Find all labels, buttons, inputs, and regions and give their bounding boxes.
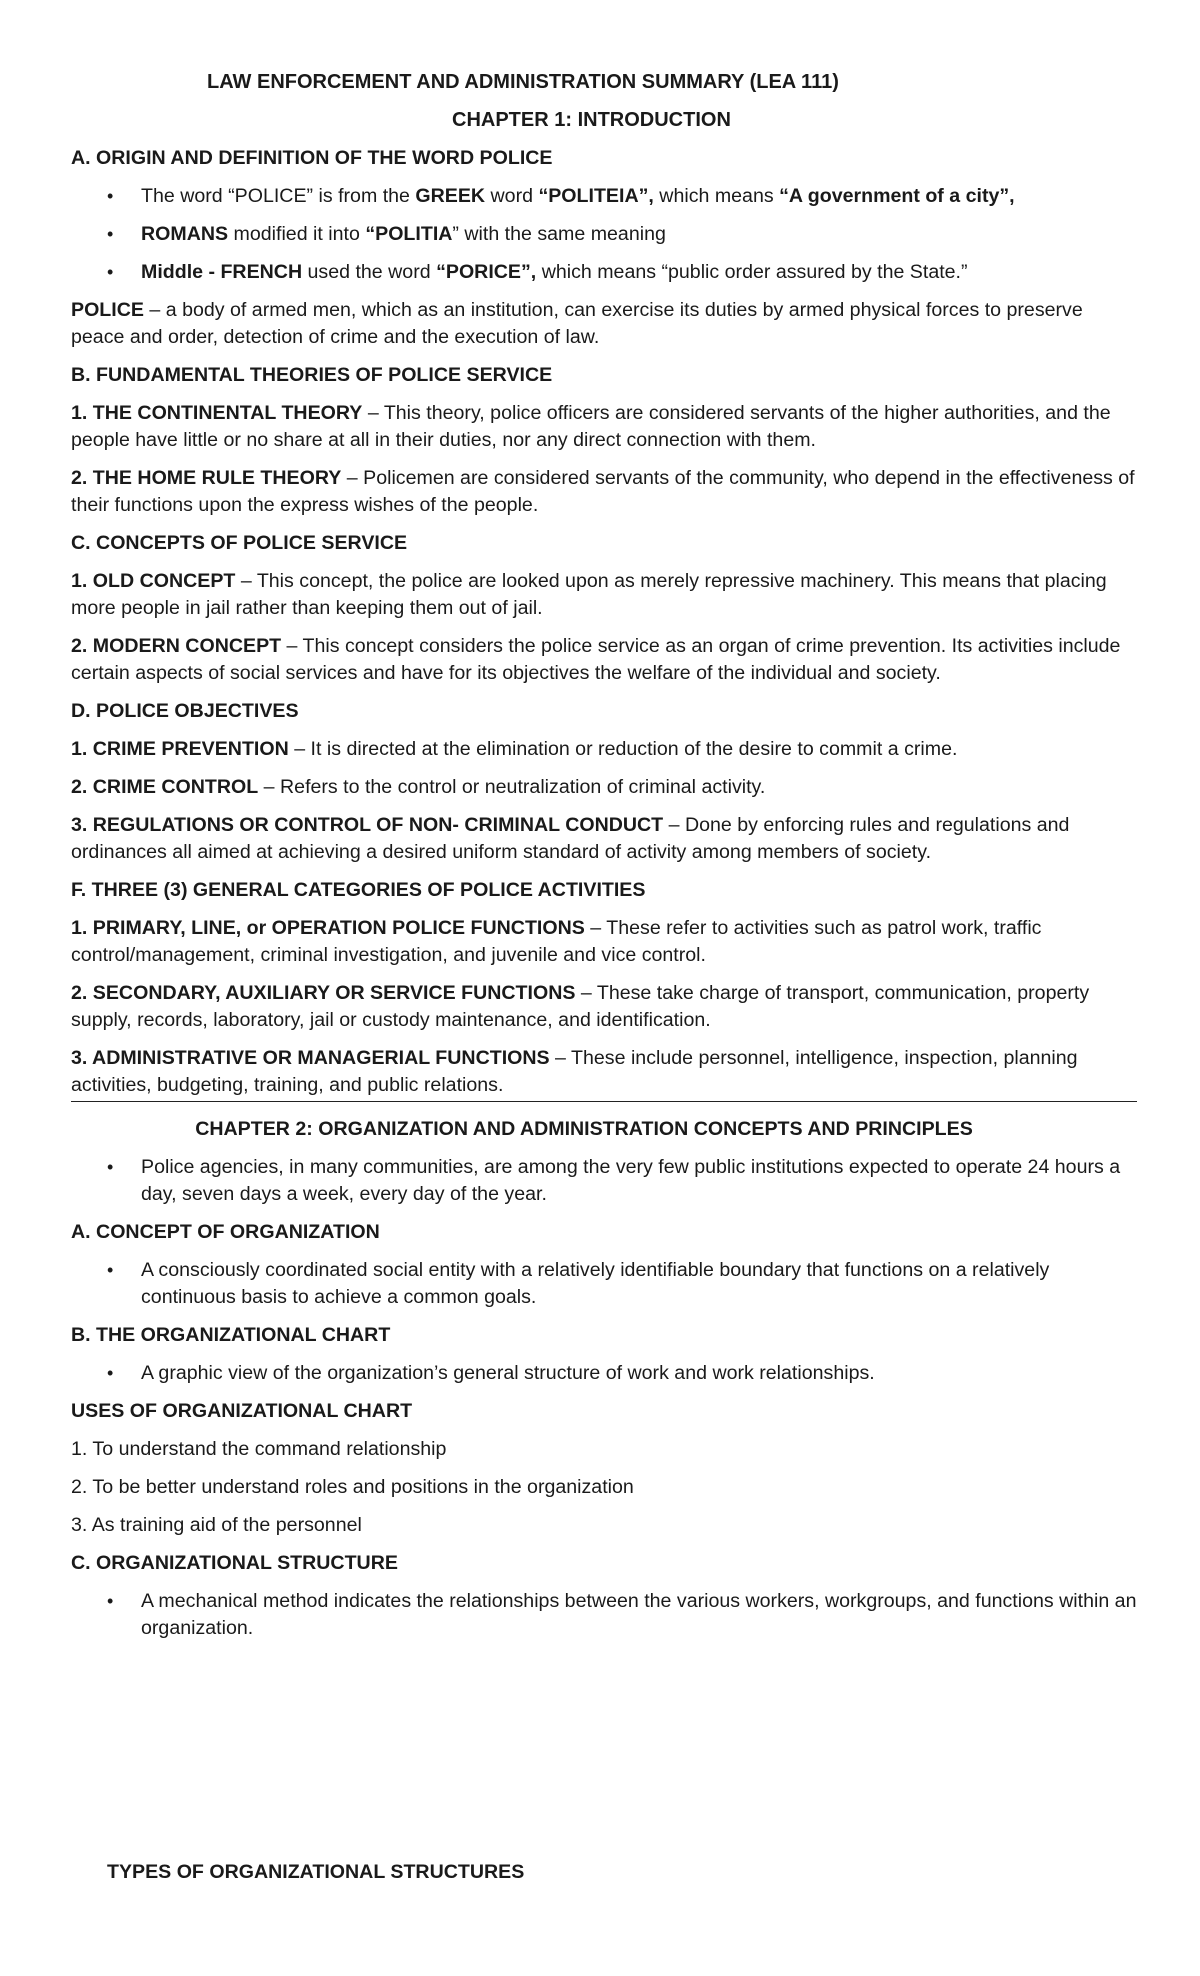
bold-text: “POLITEIA”, bbox=[538, 185, 654, 207]
bold-text: 1. PRIMARY, LINE, or OPERATION POLICE FUNCTIONS bbox=[71, 917, 585, 939]
section-b-heading: B. FUNDAMENTAL THEORIES OF POLICE SERVICE bbox=[71, 364, 553, 386]
uses-item: 3. As training aid of the personnel bbox=[71, 1514, 362, 1536]
text: which means bbox=[653, 185, 780, 207]
bold-text: POLICE bbox=[71, 299, 144, 321]
bold-text: 2. CRIME CONTROL bbox=[71, 776, 259, 798]
text: – a body of armed men, which as an institution, can exercise its duties by armed physical forces to preserve peace and order, detection of crime and the execution of law. bbox=[71, 299, 1083, 348]
list-item: • A consciously coordinated social entity with a relatively identifiable boundary that functions on a relatively continuous basis to achieve a common goals. bbox=[71, 1257, 1137, 1311]
text: – Done by enforcing rules and regulations and ordinances all aimed at achieving a desired uniform standard of activity among members of society. bbox=[71, 814, 1070, 863]
list-item bbox=[71, 221, 1137, 248]
document-body bbox=[71, 145, 1137, 1653]
bold-text: ROMANS bbox=[141, 223, 229, 245]
uses-heading: USES OF ORGANIZATIONAL CHART bbox=[71, 1400, 413, 1422]
list-item: • A graphic view of the organization’s general structure of work and work relationships. bbox=[71, 1360, 1137, 1387]
bold-text: “A government of a city”, bbox=[779, 185, 1015, 207]
section-f-heading: F. THREE (3) GENERAL CATEGORIES OF POLICE ACTIVITIES bbox=[71, 879, 646, 901]
concept-item bbox=[71, 568, 1137, 622]
bold-text: 2. SECONDARY, AUXILIARY OR SERVICE FUNCTIONS bbox=[71, 982, 576, 1004]
text: used the word bbox=[302, 261, 437, 283]
text: – It is directed at the elimination or reduction of the desire to commit a crime. bbox=[288, 738, 958, 760]
text: – Refers to the control or neutralization of criminal activity. bbox=[258, 776, 766, 798]
theory-item bbox=[71, 465, 1137, 519]
list-item bbox=[71, 183, 1137, 210]
bold-text: 1. THE CONTINENTAL THEORY bbox=[71, 402, 363, 424]
text: – These refer to activities such as patrol work, traffic control/management, criminal investigation, and juvenile and vice control. bbox=[71, 917, 1042, 966]
list-item: • A mechanical method indicates the relationships between the various workers, workgroups, and functions within an organization. bbox=[71, 1588, 1137, 1642]
concept-of-organization-heading: A. CONCEPT OF ORGANIZATION bbox=[71, 1221, 380, 1243]
text: – These take charge of transport, communication, property supply, records, laboratory, jail or custody maintenance, and identification. bbox=[71, 982, 1090, 1031]
activity-item bbox=[71, 915, 1137, 969]
list-item bbox=[71, 259, 1137, 286]
chapter-2-heading: CHAPTER 2: ORGANIZATION AND ADMINISTRATION CONCEPTS AND PRINCIPLES bbox=[195, 1118, 973, 1140]
organization-bullets bbox=[71, 1257, 1137, 1311]
bold-text: 1. OLD CONCEPT bbox=[71, 570, 236, 592]
types-heading: TYPES OF ORGANIZATIONAL STRUCTURES bbox=[107, 1861, 525, 1883]
bold-text: “PORICE”, bbox=[436, 261, 537, 283]
bold-text: 3. REGULATIONS OR CONTROL OF NON- CRIMINAL CONDUCT bbox=[71, 814, 664, 836]
bold-text: 2. MODERN CONCEPT bbox=[71, 635, 282, 657]
text: – This concept, the police are looked upon as merely repressive machinery. This means that placing more people in jail rather than keeping them out of jail. bbox=[71, 570, 1107, 619]
chapter-1-heading: CHAPTER 1: INTRODUCTION bbox=[452, 109, 731, 131]
bold-text: Middle - FRENCH bbox=[141, 261, 303, 283]
objective-item bbox=[71, 774, 1137, 801]
bold-text: “POLITIA bbox=[365, 223, 453, 245]
section-a-heading: A. ORIGIN AND DEFINITION OF THE WORD POLICE bbox=[71, 147, 553, 169]
list-item: • Police agencies, in many communities, are among the very few public institutions expected to operate 24 hours a day, seven days a week, every day of the year. bbox=[71, 1154, 1137, 1208]
document-title: LAW ENFORCEMENT AND ADMINISTRATION SUMMARY (LEA 111) bbox=[207, 71, 839, 93]
text: – These include personnel, intelligence, inspection, planning activities, budgeting, training, and public relations. bbox=[71, 1047, 1078, 1096]
text: ” with the same meaning bbox=[452, 223, 666, 245]
structure-bullets bbox=[71, 1588, 1137, 1642]
origin-bullet-list bbox=[71, 183, 1137, 286]
bold-text: 2. THE HOME RULE THEORY bbox=[71, 467, 342, 489]
activity-item bbox=[71, 980, 1137, 1034]
bold-text: 3. ADMINISTRATIVE OR MANAGERIAL FUNCTIONS bbox=[71, 1047, 550, 1069]
bold-text: GREEK bbox=[415, 185, 486, 207]
objective-item bbox=[71, 736, 1137, 763]
chapter-divider bbox=[71, 1045, 1137, 1102]
chart-bullets bbox=[71, 1360, 1137, 1387]
theory-item bbox=[71, 400, 1137, 454]
police-definition bbox=[71, 297, 1137, 351]
text: modified it into bbox=[228, 223, 366, 245]
text: The word “POLICE” is from the bbox=[141, 185, 416, 207]
section-c-heading: C. CONCEPTS OF POLICE SERVICE bbox=[71, 532, 408, 554]
text: – This concept considers the police service as an organ of crime prevention. Its activities include certain aspects of social services and have for its objectives the welfare of the individual and society. bbox=[71, 635, 1121, 684]
uses-item: 1. To understand the command relationship bbox=[71, 1438, 447, 1460]
activity-item bbox=[71, 1045, 1137, 1099]
organizational-structure-heading: C. ORGANIZATIONAL STRUCTURE bbox=[71, 1552, 398, 1574]
text: which means “public order assured by the State.” bbox=[536, 261, 968, 283]
organizational-chart-heading: B. THE ORGANIZATIONAL CHART bbox=[71, 1324, 391, 1346]
text: word bbox=[485, 185, 539, 207]
section-d-heading: D. POLICE OBJECTIVES bbox=[71, 700, 299, 722]
concept-item bbox=[71, 633, 1137, 687]
uses-item: 2. To be better understand roles and positions in the organization bbox=[71, 1476, 634, 1498]
text: – This theory, police officers are considered servants of the higher authorities, and the people have little or no share at all in their duties, nor any direct connection with them. bbox=[71, 402, 1111, 451]
text: – Policemen are considered servants of the community, who depend in the effectiveness of their functions upon the express wishes of the people. bbox=[71, 467, 1135, 516]
objective-item bbox=[71, 812, 1137, 866]
chapter-2-bullets bbox=[71, 1154, 1137, 1208]
bold-text: 1. CRIME PREVENTION bbox=[71, 738, 289, 760]
